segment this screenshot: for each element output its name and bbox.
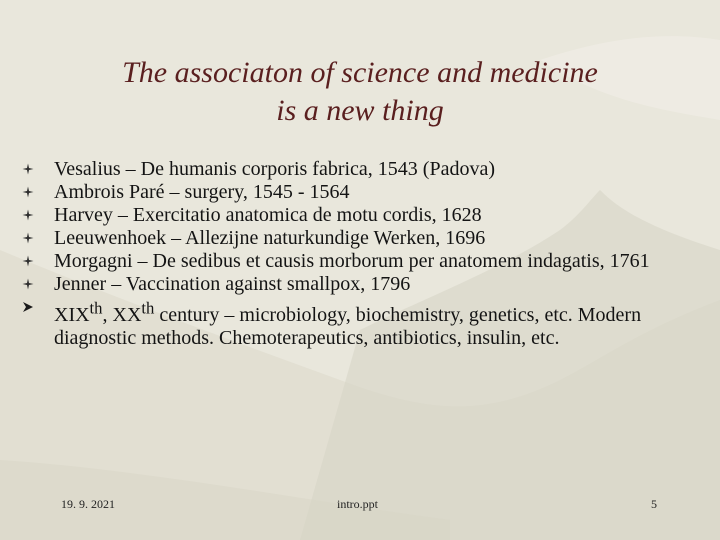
arrow-bullet-icon (22, 301, 34, 313)
list-item-text: Morgagni – De sedibus et causis morborum per anatomem indagatis, 1761 (54, 250, 650, 272)
list-item-text (54, 298, 642, 349)
diamond-bullet-icon (22, 186, 34, 198)
superscript-th: th (89, 298, 103, 317)
diamond-bullet-icon (22, 163, 34, 175)
footer-filename: intro.ppt (337, 497, 378, 511)
list-item-text: Vesalius – De humanis corporis fabrica, 1543 (Padova) (54, 158, 495, 180)
diamond-bullet-icon (22, 278, 34, 290)
list-item (22, 204, 714, 227)
list-item (22, 250, 714, 273)
superscript-th: th (141, 298, 155, 317)
diamond-bullet-icon (22, 255, 34, 267)
slide-title-line-1: The associaton of science and medicine (122, 56, 598, 89)
list-item (22, 181, 714, 204)
century-description: century – microbiology, biochemistry, genetics, etc. Modern diagnostic methods. Chemoterapeutics, antibiotics, insulin, etc. (54, 303, 642, 349)
list-item-text: Harvey – Exercitatio anatomica de motu cordis, 1628 (54, 204, 482, 226)
diamond-bullet-icon (22, 209, 34, 221)
century-xx: , XX (102, 303, 142, 326)
bullet-list (22, 158, 714, 350)
diamond-bullet-icon (22, 232, 34, 244)
list-item (22, 296, 714, 350)
footer-date: 19. 9. 2021 (61, 497, 115, 511)
list-item (22, 158, 714, 181)
slide-title-line-2: is a new thing (276, 94, 444, 127)
list-item-text: Ambrois Paré – surgery, 1545 - 1564 (54, 181, 350, 203)
list-item-text: Jenner – Vaccination against smallpox, 1796 (54, 273, 411, 295)
slide-title (40, 54, 680, 130)
footer-page-number: 5 (651, 497, 657, 511)
century-xix: XIX (54, 303, 90, 326)
list-item-text: Leeuwenhoek – Allezijne naturkundige Werken, 1696 (54, 227, 486, 249)
list-item (22, 273, 714, 296)
list-item (22, 227, 714, 250)
